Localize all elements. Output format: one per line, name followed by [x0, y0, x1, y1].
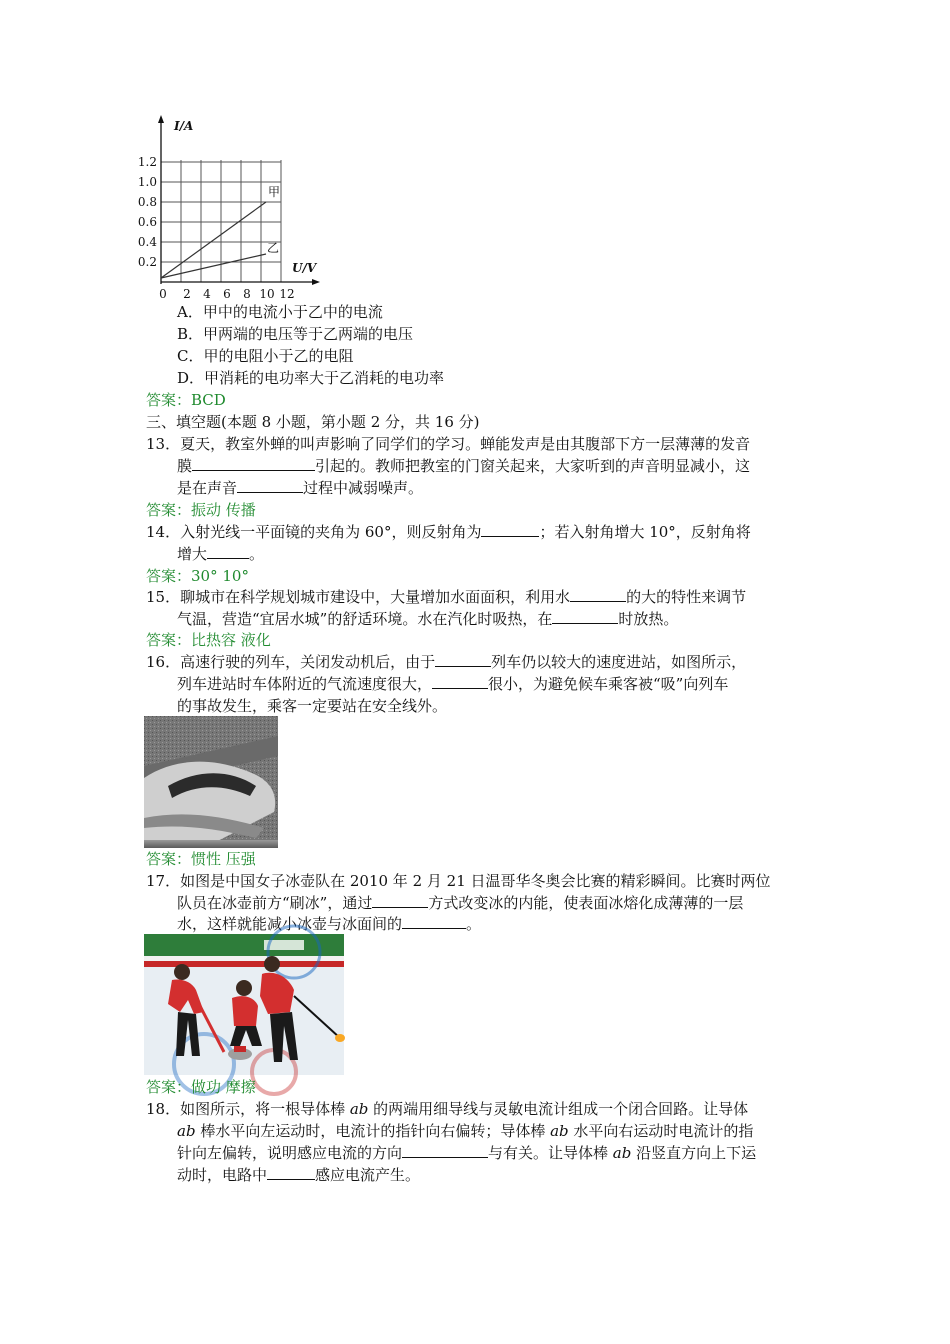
q13-blank2[interactable]: [237, 477, 303, 493]
q17-answer: 答案：做功 摩擦: [146, 1078, 256, 1096]
q16-line2: 列车进站时车体附近的气流速度很大， 很小，为避免候车乘客被“吸”向列车: [177, 675, 729, 693]
q16-blank2[interactable]: [432, 673, 488, 689]
q12-option-a: A．甲中的电流小于乙中的电流: [177, 303, 383, 321]
y-tick: 1.0: [137, 175, 157, 189]
q17-line3: 水，这样就能减小冰壶与冰面间的 。: [177, 915, 482, 933]
x-tick: 4: [203, 287, 211, 301]
y-tick: 0.8: [137, 195, 157, 209]
q18-blank1[interactable]: [402, 1142, 488, 1158]
q14-answer: 答案：30° 10°: [146, 567, 249, 585]
x-tick: 0: [159, 287, 167, 301]
curling-photo: [144, 934, 344, 1075]
q13-answer: 答案：振动 传播: [146, 501, 256, 519]
x-tick: 6: [223, 287, 231, 301]
q16-answer: 答案：惯性 压强: [146, 850, 256, 868]
q17-line1: 17．如图是中国女子冰壶队在 2010 年 2 月 21 日温哥华冬奥会比赛的精彩瞬间。比赛时两位: [146, 872, 771, 890]
q15-line1: 15．聊城市在科学规划城市建设中，大量增加水面面积，利用水 的大的特性来调节: [146, 588, 747, 606]
q18-line4: 动时，电路中 感应电流产生。: [177, 1166, 421, 1184]
line-yi-label: 乙: [267, 241, 280, 255]
train-photo: [144, 716, 278, 848]
q15-line2: 气温，营造“宜居水城”的舒适环境。水在汽化时吸热，在 时放热。: [177, 610, 679, 628]
y-axis-label: I/A: [174, 119, 194, 133]
y-tick: 0.2: [137, 255, 157, 269]
q13-line2: 膜 引起的。教师把教室的门窗关起来，大家听到的声音明显减小，这: [177, 457, 751, 475]
q15-blank1[interactable]: [570, 586, 626, 602]
q14-line2: 增大 。: [177, 545, 265, 563]
x-tick: 10: [259, 287, 275, 301]
x-tick: 12: [279, 287, 295, 301]
q18-blank2[interactable]: [267, 1164, 315, 1180]
q17-blank1[interactable]: [372, 892, 428, 908]
y-tick: 0.6: [137, 215, 157, 229]
q13-blank1[interactable]: [192, 455, 315, 471]
q15-blank2[interactable]: [552, 608, 618, 624]
q18-line2: ab 棒水平向左运动时，电流计的指针向右偏转；导体棒 ab 水平向右运动时电流计的指: [177, 1122, 754, 1140]
q16-blank1[interactable]: [435, 651, 491, 667]
q12-answer: 答案：BCD: [146, 391, 226, 409]
x-tick: 8: [243, 287, 251, 301]
q14-blank1[interactable]: [481, 521, 539, 537]
q14-line1: 14．入射光线一平面镜的夹角为 60°，则反射角为 ；若入射角增大 10°，反射角将: [146, 523, 751, 541]
q17-line2: 队员在冰壶前方“刷冰”，通过 方式改变冰的内能，使表面冰熔化成薄薄的一层: [177, 894, 744, 912]
q14-blank2[interactable]: [207, 543, 249, 559]
q17-blank2[interactable]: [402, 913, 466, 929]
q12-option-c: C．甲的电阻小于乙的电阻: [177, 347, 354, 365]
q16-line1: 16．高速行驶的列车，关闭发动机后，由于 列车仍以较大的速度进站，如图所示，: [146, 653, 747, 671]
q15-answer: 答案：比热容 液化: [146, 631, 271, 649]
x-tick: 2: [183, 287, 191, 301]
q13-line3: 是在声音 过程中减弱噪声。: [177, 479, 424, 497]
q12-option-b: B．甲两端的电压等于乙两端的电压: [177, 325, 414, 343]
section-heading: 三、填空题(本题 8 小题，第小题 2 分，共 16 分): [146, 413, 480, 431]
line-jia-label: 甲: [268, 185, 281, 199]
y-tick: 0.4: [137, 235, 157, 249]
q12-option-d: D．甲消耗的电功率大于乙消耗的电功率: [177, 369, 445, 387]
q13-line1: 13．夏天，教室外蝉的叫声影响了同学们的学习。蝉能发声是由其腹部下方一层薄薄的发音: [146, 435, 751, 453]
q18-line3: 针向左偏转，说明感应电流的方向 与有关。让导体棒 ab 沿竖直方向上下运: [177, 1144, 757, 1162]
y-tick: 1.2: [137, 155, 157, 169]
q18-line1: 18．如图所示，将一根导体棒 ab 的两端用细导线与灵敏电流计组成一个闭合回路。让导体: [146, 1100, 749, 1118]
i-u-graph: [137, 112, 330, 302]
q16-line3: 的事故发生，乘客一定要站在安全线外。: [177, 697, 448, 715]
x-axis-label: U/V: [292, 261, 317, 275]
